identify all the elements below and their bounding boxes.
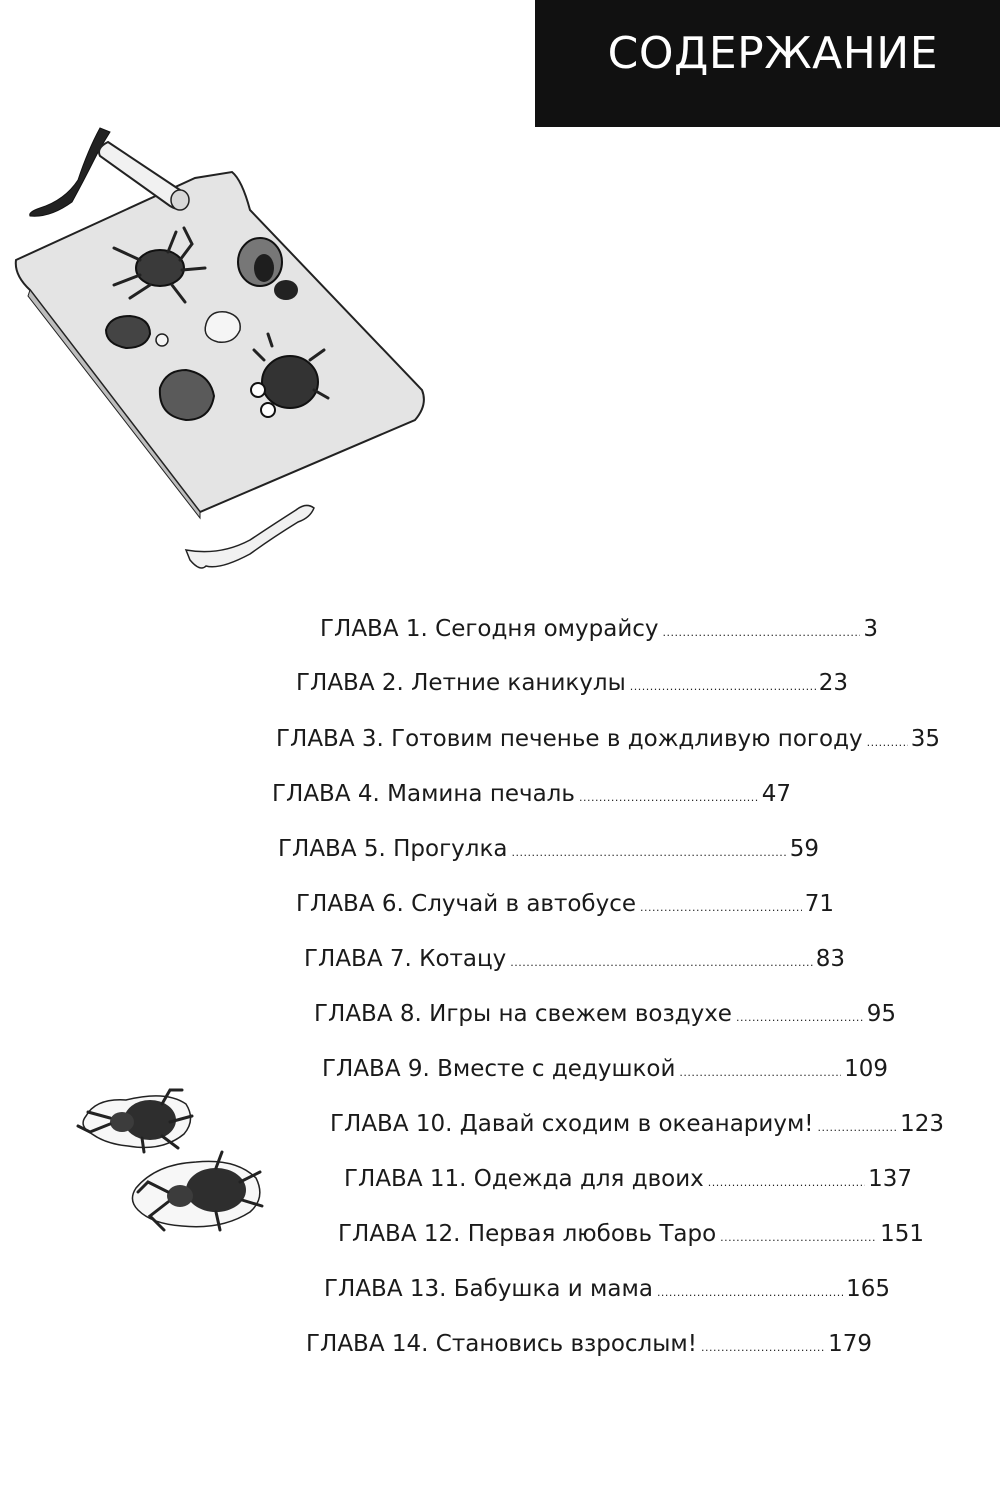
toc-entry-page: 83 bbox=[815, 946, 845, 972]
toc-entry-title: ГЛАВА 3. Готовим печенье в дождливую погоду bbox=[276, 726, 863, 752]
toc-entry-title: ГЛАВА 9. Вместе с дедушкой bbox=[322, 1056, 676, 1082]
toc-entry-title: ГЛАВА 10. Давай сходим в океанариум! bbox=[330, 1111, 814, 1137]
toc-leader-dots bbox=[720, 1221, 877, 1255]
toc-entry-3[interactable] bbox=[276, 722, 940, 756]
toc-entry-page: 59 bbox=[789, 836, 819, 862]
toc-entry-1[interactable] bbox=[320, 612, 878, 646]
toc-entry-6[interactable] bbox=[296, 887, 834, 921]
toc-entry-4[interactable] bbox=[272, 777, 791, 811]
toc-leader-dots bbox=[640, 891, 802, 925]
toc-entry-title: ГЛАВА 6. Случай в автобусе bbox=[296, 891, 637, 917]
toc-entry-8[interactable] bbox=[314, 997, 896, 1031]
toc-entry-13[interactable] bbox=[324, 1272, 890, 1306]
toc-leader-dots bbox=[657, 1276, 843, 1310]
toc-entry-5[interactable] bbox=[278, 832, 819, 866]
toc-entry-9[interactable] bbox=[322, 1052, 888, 1086]
toc-entry-7[interactable] bbox=[304, 942, 845, 976]
toc-entry-page: 123 bbox=[900, 1111, 944, 1137]
toc-entry-page: 151 bbox=[880, 1221, 924, 1247]
toc-entry-page: 35 bbox=[910, 726, 940, 752]
toc-entry-page: 71 bbox=[804, 891, 834, 917]
toc-entry-12[interactable] bbox=[338, 1217, 924, 1251]
toc-leader-dots bbox=[818, 1111, 898, 1145]
toc-entry-title: ГЛАВА 8. Игры на свежем воздухе bbox=[314, 1001, 732, 1027]
toc-leader-dots bbox=[663, 616, 861, 650]
toc-entry-title: ГЛАВА 4. Мамина печаль bbox=[272, 781, 575, 807]
toc-entry-title: ГЛАВА 1. Сегодня омурайсу bbox=[320, 616, 659, 642]
toc-leader-dots bbox=[630, 670, 816, 704]
toc-entry-title: ГЛАВА 12. Первая любовь Таро bbox=[338, 1221, 717, 1247]
toc-entry-title: ГЛАВА 2. Летние каникулы bbox=[296, 670, 626, 696]
toc-leader-dots bbox=[708, 1166, 865, 1200]
toc-leader-dots bbox=[511, 836, 786, 870]
toc-entry-title: ГЛАВА 13. Бабушка и мама bbox=[324, 1276, 653, 1302]
toc-entry-title: ГЛАВА 14. Становись взрослым! bbox=[306, 1331, 697, 1357]
toc-leader-dots bbox=[679, 1056, 841, 1090]
page-title: СОДЕРЖАНИЕ bbox=[607, 28, 938, 79]
toc-entry-page: 109 bbox=[844, 1056, 888, 1082]
toc-entry-page: 137 bbox=[868, 1166, 912, 1192]
toc-leader-dots bbox=[510, 946, 812, 980]
toc-entry-2[interactable] bbox=[296, 666, 848, 700]
toc-entry-title: ГЛАВА 5. Прогулка bbox=[278, 836, 508, 862]
toc-leader-dots bbox=[867, 726, 908, 760]
toc-entry-page: 95 bbox=[866, 1001, 896, 1027]
toc-leader-dots bbox=[701, 1331, 825, 1365]
toc-entry-title: ГЛАВА 7. Котацу bbox=[304, 946, 507, 972]
toc-entry-11[interactable] bbox=[344, 1162, 912, 1196]
toc-leader-dots bbox=[736, 1001, 864, 1035]
toc-entry-title: ГЛАВА 11. Одежда для двоих bbox=[344, 1166, 704, 1192]
toc-leader-dots bbox=[579, 781, 759, 815]
toc-entry-page: 179 bbox=[828, 1331, 872, 1357]
toc-entry-page: 165 bbox=[846, 1276, 890, 1302]
toc-entry-10[interactable] bbox=[330, 1107, 944, 1141]
toc-entry-page: 3 bbox=[863, 616, 878, 642]
toc-entry-page: 47 bbox=[761, 781, 791, 807]
toc-entry-page: 23 bbox=[818, 670, 848, 696]
toc-entry-14[interactable] bbox=[306, 1327, 872, 1361]
